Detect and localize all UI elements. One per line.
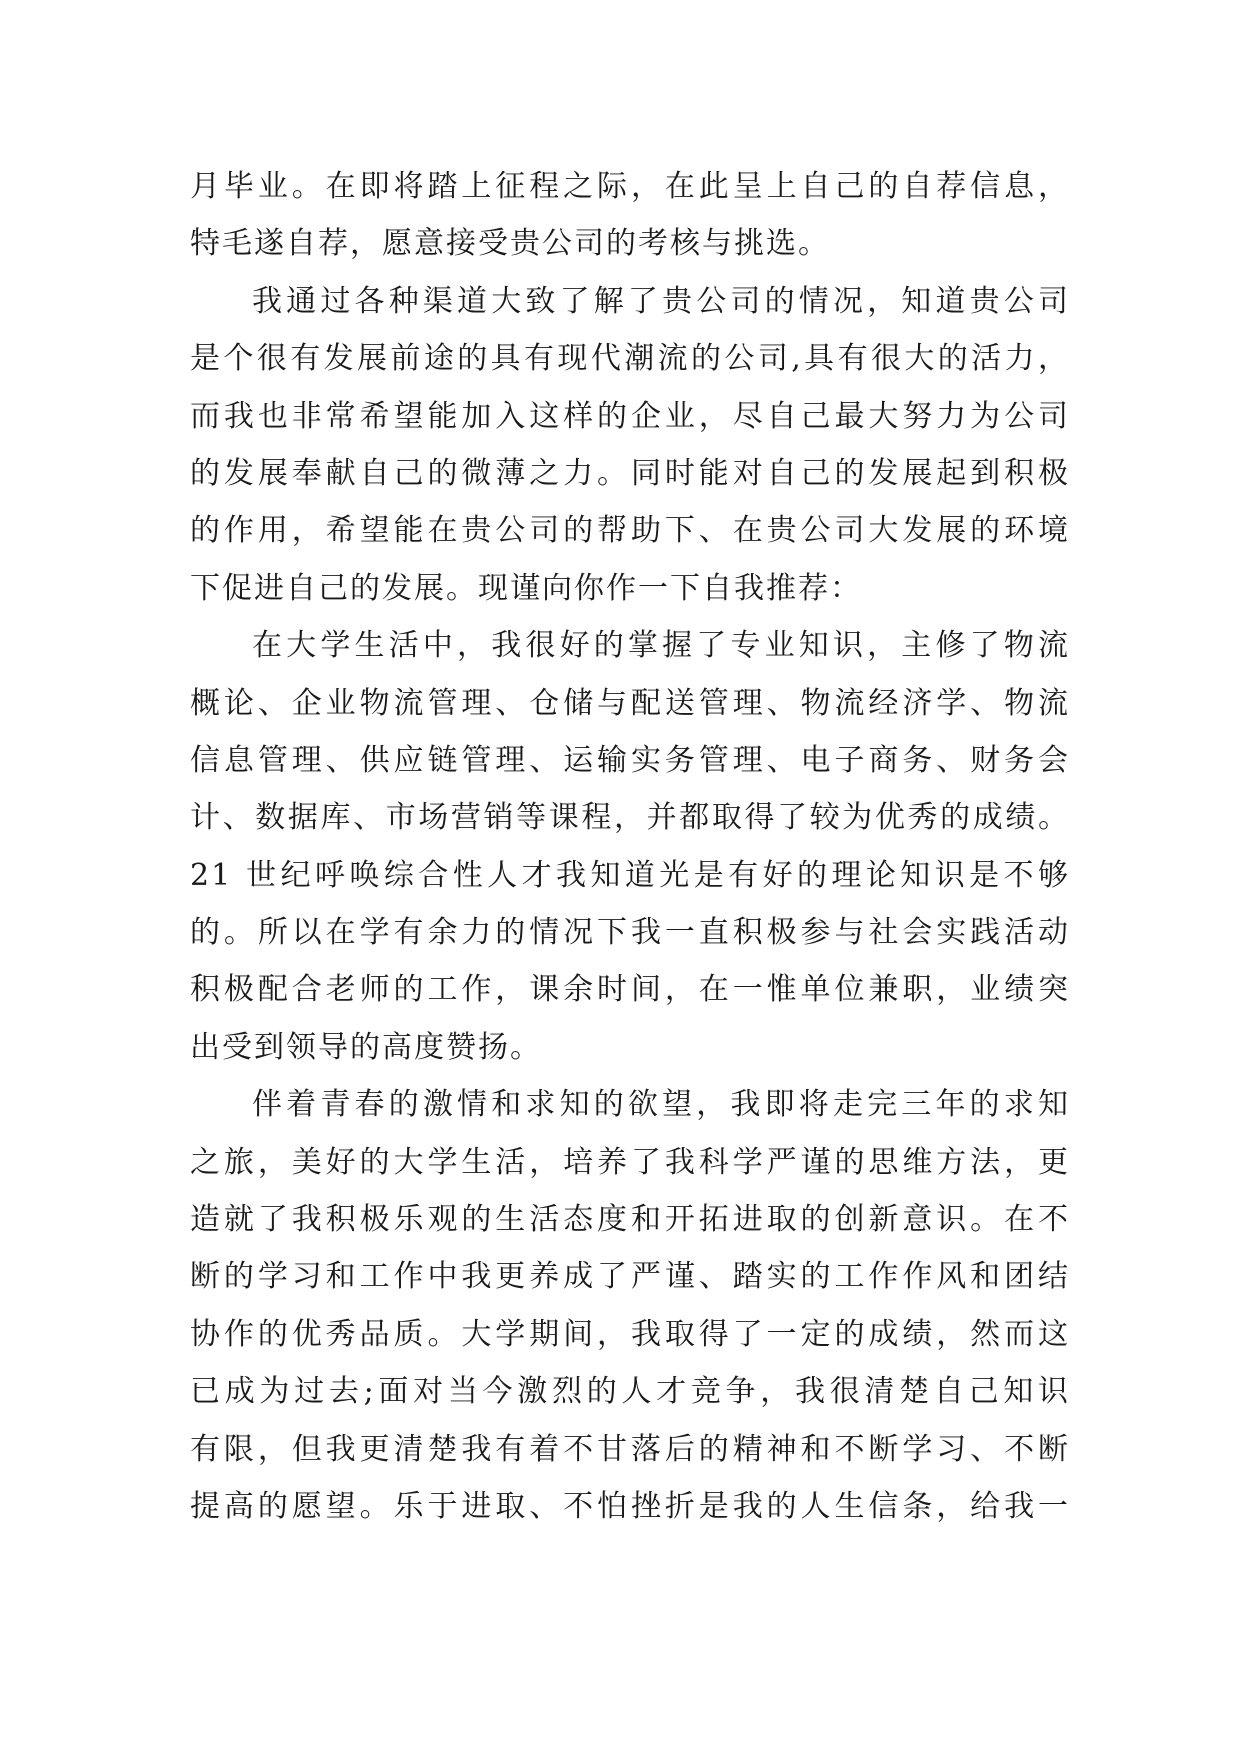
paragraph-4-line-8: 提高的愿望。乐于进取、不怕挫折是我的人生信条，给我一 — [190, 1488, 1070, 1524]
paragraph-4-line-7: 有限，但我更清楚我有着不甘落后的精神和不断学习、不断 — [190, 1431, 1070, 1467]
paragraph-3-line-3: 信息管理、供应链管理、运输实务管理、电子商务、财务会 — [190, 742, 1070, 778]
paragraph-1-line-2: 特毛遂自荐，愿意接受贵公司的考核与挑选。 — [190, 226, 830, 262]
paragraph-3-line-7: 积极配合老师的工作，课余时间，在一惟单位兼职，业绩突 — [190, 972, 1070, 1008]
paragraph-2-line-3: 而我也非常希望能加入这样的企业，尽自己最大努力为公司 — [190, 398, 1070, 434]
paragraph-4-line-4: 断的学习和工作中我更养成了严谨、踏实的工作作风和团结 — [190, 1259, 1070, 1295]
paragraph-4-line-3: 造就了我积极乐观的生活态度和开拓进取的创新意识。在不 — [190, 1202, 1070, 1238]
paragraph-4-line-6: 已成为过去;面对当今激烈的人才竞争，我很清楚自己知识 — [190, 1374, 1070, 1410]
letter-body — [190, 158, 1070, 1535]
paragraph-3-line-2: 概论、企业物流管理、仓储与配送管理、物流经济学、物流 — [190, 685, 1070, 721]
paragraph-2-line-6: 下促进自己的发展。现谨向你作一下自我推荐： — [190, 570, 862, 606]
paragraph-2-line-5: 的作用，希望能在贵公司的帮助下、在贵公司大发展的环境 — [190, 513, 1070, 549]
paragraph-3-line-4: 计、数据库、市场营销等课程，并都取得了较为优秀的成绩。 — [190, 800, 1070, 836]
paragraph-1-line-1: 月毕业。在即将踏上征程之际，在此呈上自己的自荐信息， — [190, 169, 1070, 204]
paragraph-2-line-4: 的发展奉献自己的微薄之力。同时能对自己的发展起到积极 — [190, 455, 1070, 491]
paragraph-4-line-5: 协作的优秀品质。大学期间，我取得了一定的成绩，然而这 — [190, 1316, 1070, 1352]
paragraph-3-line-6: 的。所以在学有余力的情况下我一直积极参与社会实践活动 — [190, 915, 1070, 951]
paragraph-3-line-8: 出受到领导的高度赞扬。 — [190, 1029, 542, 1065]
paragraph-2-line-2: 是个很有发展前途的具有现代潮流的公司,具有很大的活力， — [190, 341, 1070, 377]
paragraph-4-line-1: 伴着青春的激情和求知的欲望，我即将走完三年的求知 — [252, 1087, 1070, 1123]
paragraph-3-line-5: 21 世纪呼唤综合性人才我知道光是有好的理论知识是不够 — [190, 857, 1070, 893]
paragraph-4-line-2: 之旅，美好的大学生活，培养了我科学严谨的思维方法，更 — [190, 1144, 1070, 1180]
paragraph-2-line-1: 我通过各种渠道大致了解了贵公司的情况，知道贵公司 — [252, 283, 1070, 319]
paragraph-3-line-1: 在大学生活中，我很好的掌握了专业知识，主修了物流 — [252, 628, 1070, 664]
